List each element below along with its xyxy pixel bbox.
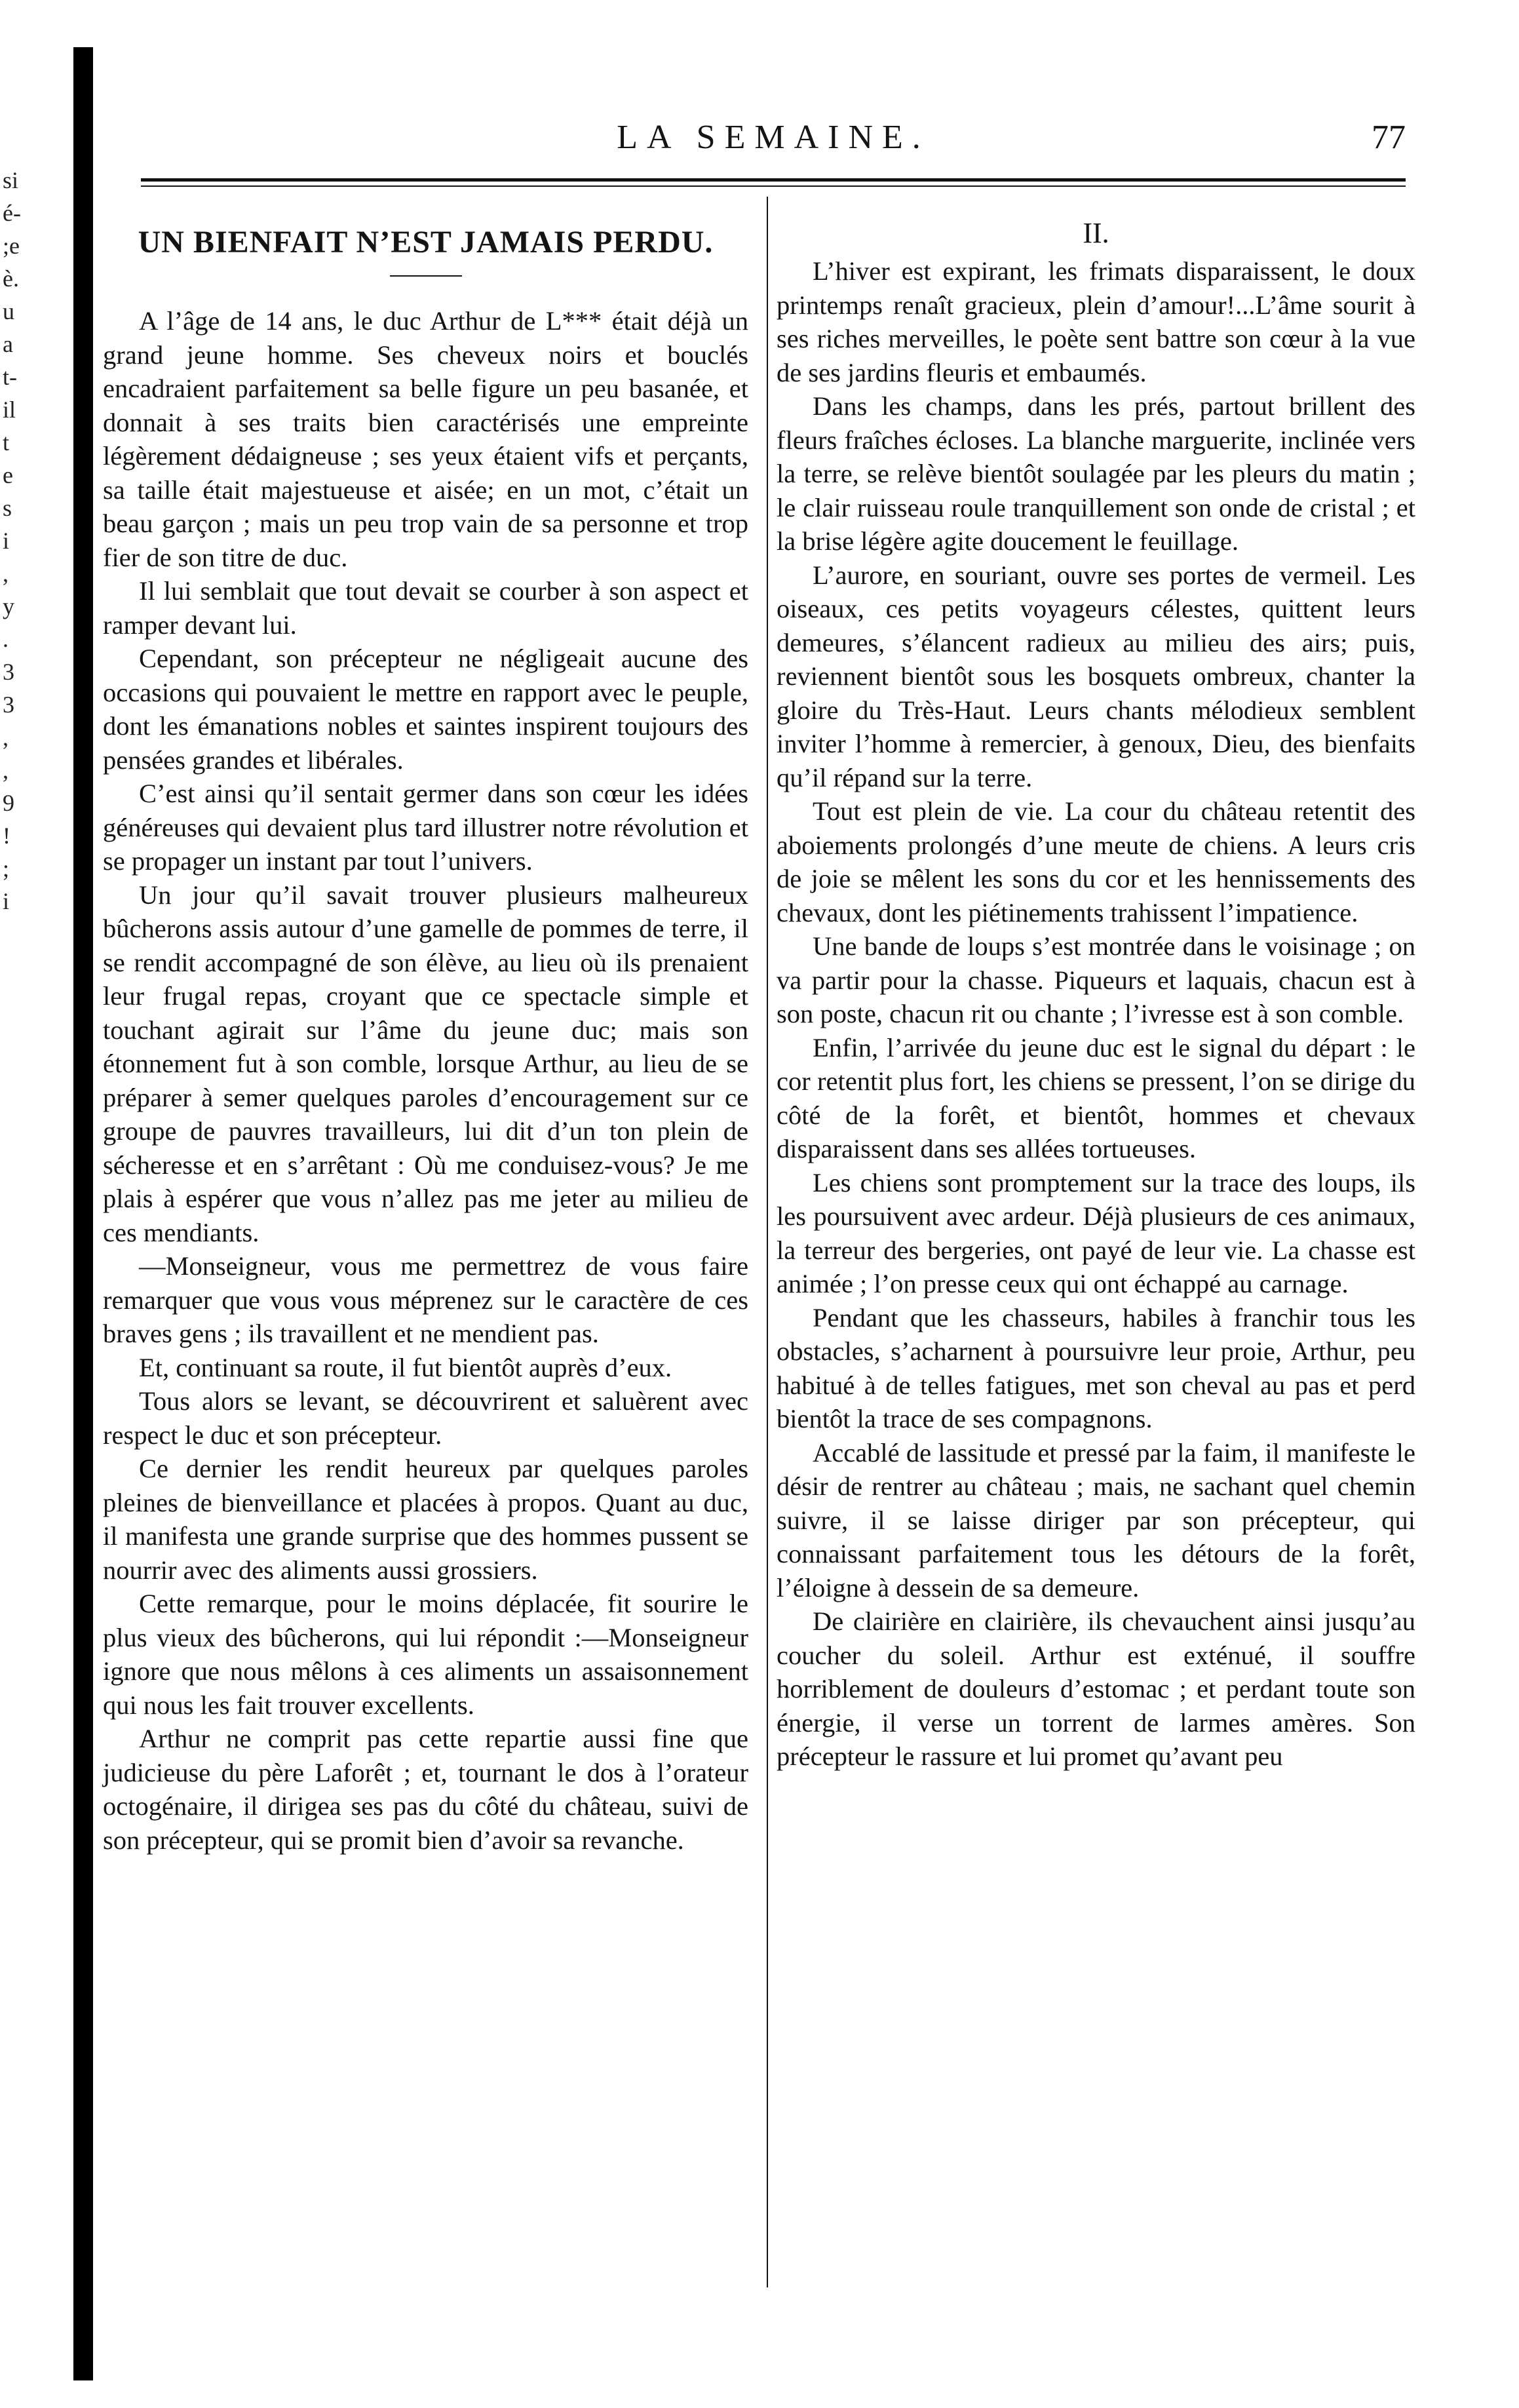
paragraph: Et, continuant sa route, il fut bientôt auprès d’eux. bbox=[139, 1352, 672, 1382]
margin-fragment: , bbox=[3, 724, 9, 750]
margin-fragment: u bbox=[3, 298, 14, 324]
margin-fragment: a bbox=[3, 331, 13, 357]
paragraph: L’aurore, en souriant, ouvre ses portes de vermeil. Les oiseaux, ces petits voyageurs célestes, quittent leurs demeures, s’élancent radieux au milieu des airs; puis, reviennent bientôt sous les bosquets ombreux, chanter la gloire du Très-Haut. Leurs chants mélodieux semblent inviter l’homme à remercier, à genoux, Dieu, des bienfaits qu’il répand sur la terre. bbox=[777, 560, 1415, 792]
page-number: 77 bbox=[1372, 119, 1406, 156]
paragraph: Pendant que les chasseurs, habiles à franchir tous les obstacles, s’acharnent à poursuivre leur proie, Arthur, peu habitué à de telles fatigues, met son cheval au pas et perd bientôt la trace de ses compagnons. bbox=[777, 1302, 1415, 1433]
paragraph: Il lui semblait que tout devait se courber à son aspect et ramper devant lui. bbox=[103, 576, 748, 640]
margin-fragment: t- bbox=[3, 364, 17, 390]
margin-fragment: s bbox=[3, 495, 12, 521]
margin-fragment: 9 bbox=[3, 790, 14, 816]
margin-fragment: ! bbox=[3, 823, 10, 849]
margin-fragment: i bbox=[3, 528, 10, 554]
margin-fragment: ;e bbox=[3, 233, 20, 259]
paragraph: Les chiens sont promptement sur la trace des loups, ils les poursuivent avec ardeur. Déjà plusieurs de ces animaux, la terreur des bergeries, ont payé de leur vie. La chasse est animée ; l’on presse ceux qui ont échappé au carnage. bbox=[777, 1167, 1415, 1298]
margin-fragment: è. bbox=[3, 265, 19, 292]
section-heading: II. bbox=[1083, 217, 1109, 249]
margin-fragment: il bbox=[3, 397, 16, 423]
binding-edge bbox=[73, 47, 93, 2380]
margin-fragment: i bbox=[3, 888, 10, 914]
title-rule bbox=[390, 275, 462, 277]
paragraph: Cependant, son précepteur ne négligeait aucune des occasions qui pouvaient le mettre en rapport avec le peuple, dont les émanations nobles et saintes inspirent toujours des pensées grandes et libérales. bbox=[103, 644, 748, 775]
running-head bbox=[141, 111, 1406, 164]
paragraph: Tout est plein de vie. La cour du château retentit des aboiements prolongés d’une meute de chiens. A leurs cris de joie se mêlent les sons du cor et les hennissements des chevaux, dont les piétinements trahissent l’impatience. bbox=[777, 796, 1415, 927]
margin-fragment: , bbox=[3, 757, 9, 783]
right-column bbox=[777, 197, 1415, 1774]
column-divider bbox=[767, 197, 768, 2287]
margin-fragment: y bbox=[3, 593, 14, 619]
paragraph: A l’âge de 14 ans, le duc Arthur de L*** était déjà un grand jeune homme. Ses cheveux noirs et bouclés encadraient parfaitement sa belle figure un peu basanée, et donnait à ses traits bien caractérisés une empreinte légèrement dédaigneuse ; ses yeux étaient vifs et perçants, sa taille était majestueuse et aisée; en un mot, c’était un beau garçon ; mais un peu trop vain de sa personne et trop fier de son titre de duc. bbox=[103, 306, 748, 572]
article-title: UN BIENFAIT N’EST JAMAIS PERDU. bbox=[138, 225, 714, 260]
margin-fragment: 3 bbox=[3, 659, 14, 685]
margin-fragment: é- bbox=[3, 200, 21, 226]
paragraph: C’est ainsi qu’il sentait germer dans son cœur les idées généreuses qui devaient plus tard illustrer notre révolution et se propager un instant par tout l’univers. bbox=[103, 779, 748, 876]
paragraph: Dans les champs, dans les prés, partout brillent des fleurs fraîches écloses. La blanche marguerite, inclinée vers la terre, se relève bientôt soulagée par les pleurs du matin ; le clair ruisseau roule tranquillement son onde de cristal ; et la brise légère agite doucement le feuillage. bbox=[777, 391, 1415, 556]
running-title: LA SEMAINE. bbox=[617, 119, 930, 156]
paragraph: Arthur ne comprit pas cette repartie aussi fine que judicieuse du père Laforêt ; et, tournant le dos à l’orateur octogénaire, il dirigea ses pas du côté du château, suivi de son précepteur, qui se promit bien d’avoir sa revanche. bbox=[103, 1724, 748, 1855]
paragraph: Cette remarque, pour le moins déplacée, fit sourire le plus vieux des bûcherons, qui lui répondit :—Monseigneur ignore que nous mêlons à ces aliments un assaisonnement qui nous les fait trouver excellents. bbox=[103, 1589, 748, 1720]
margin-fragment: , bbox=[3, 560, 9, 587]
margin-fragment: 3 bbox=[3, 691, 14, 718]
paragraph: Enfin, l’arrivée du jeune duc est le signal du départ : le cor retentit plus fort, les chiens se pressent, l’on se dirige du côté de la forêt, et bientôt, hommes et chevaux disparaissent dans ses allées tortueuses. bbox=[777, 1032, 1415, 1163]
margin-fragment: . bbox=[3, 626, 9, 652]
paragraph: Une bande de loups s’est montrée dans le voisinage ; on va partir pour la chasse. Piqueurs et laquais, chacun est à son poste, chacun rit ou chante ; l’ivresse est à son comble. bbox=[777, 931, 1415, 1028]
left-column bbox=[103, 197, 748, 1857]
margin-fragment: ; bbox=[3, 855, 10, 882]
paragraph: De clairière en clairière, ils chevauchent ainsi jusqu’au coucher du soleil. Arthur est exténué, il souffre horriblement de douleurs d’estomac ; et perdant toute son énergie, il verse un torrent de larmes amères. Son précepteur le rassure et lui promet qu’avant peu bbox=[777, 1606, 1415, 1771]
margin-fragment: e bbox=[3, 462, 13, 488]
paragraph: —Monseigneur, vous me permettrez de vous faire remarquer que vous vous méprenez sur le caractère de ces braves gens ; ils travaillent et ne mendient pas. bbox=[103, 1251, 748, 1348]
header-rule-thin bbox=[141, 185, 1406, 187]
paragraph: Ce dernier les rendit heureux par quelques paroles pleines de bienveillance et placées à propos. Quant au duc, il manifesta une grande surprise que des hommes pussent se nourrir avec des aliments aussi grossiers. bbox=[103, 1454, 748, 1585]
paragraph: Un jour qu’il savait trouver plusieurs malheureux bûcherons assis autour d’une gamelle de pommes de terre, il se rendit accompagné de son élève, au lieu où ils prenaient leur frugal repas, croyant que ce spectacle simple et touchant agirait sur l’âme du jeune duc; mais son étonnement fut à son comble, lorsque Arthur, au lieu de se préparer à semer quelques paroles d’encouragement sur ce groupe de pauvres travailleurs, lui dit d’un ton plein de sécheresse et en s’arrêtant : Où me conduisez-vous? Je me plais à espérer que vous n’allez pas me jeter au milieu de ces mendiants. bbox=[103, 880, 748, 1247]
header-rule-thick bbox=[141, 178, 1406, 182]
paragraph: Accablé de lassitude et pressé par la faim, il manifeste le désir de rentrer au château ; mais, ne sachant quel chemin suivre, il se laisse diriger par son précepteur, qui connaissant parfaitement tous les détours de la forêt, l’éloigne à dessein de sa demeure. bbox=[777, 1437, 1415, 1602]
margin-fragments bbox=[3, 164, 68, 918]
paragraph: L’hiver est expirant, les frimats disparaissent, le doux printemps renaît gracieux, plein d’amour!...L’âme sourit à ses riches merveilles, le poète sent battre son cœur à la vue de ses jardins fleuris et embaumés. bbox=[777, 256, 1415, 387]
paragraph: Tous alors se levant, se découvrirent et saluèrent avec respect le duc et son précepteur. bbox=[103, 1386, 748, 1450]
margin-fragment: t bbox=[3, 429, 10, 456]
margin-fragment: si bbox=[3, 167, 19, 193]
